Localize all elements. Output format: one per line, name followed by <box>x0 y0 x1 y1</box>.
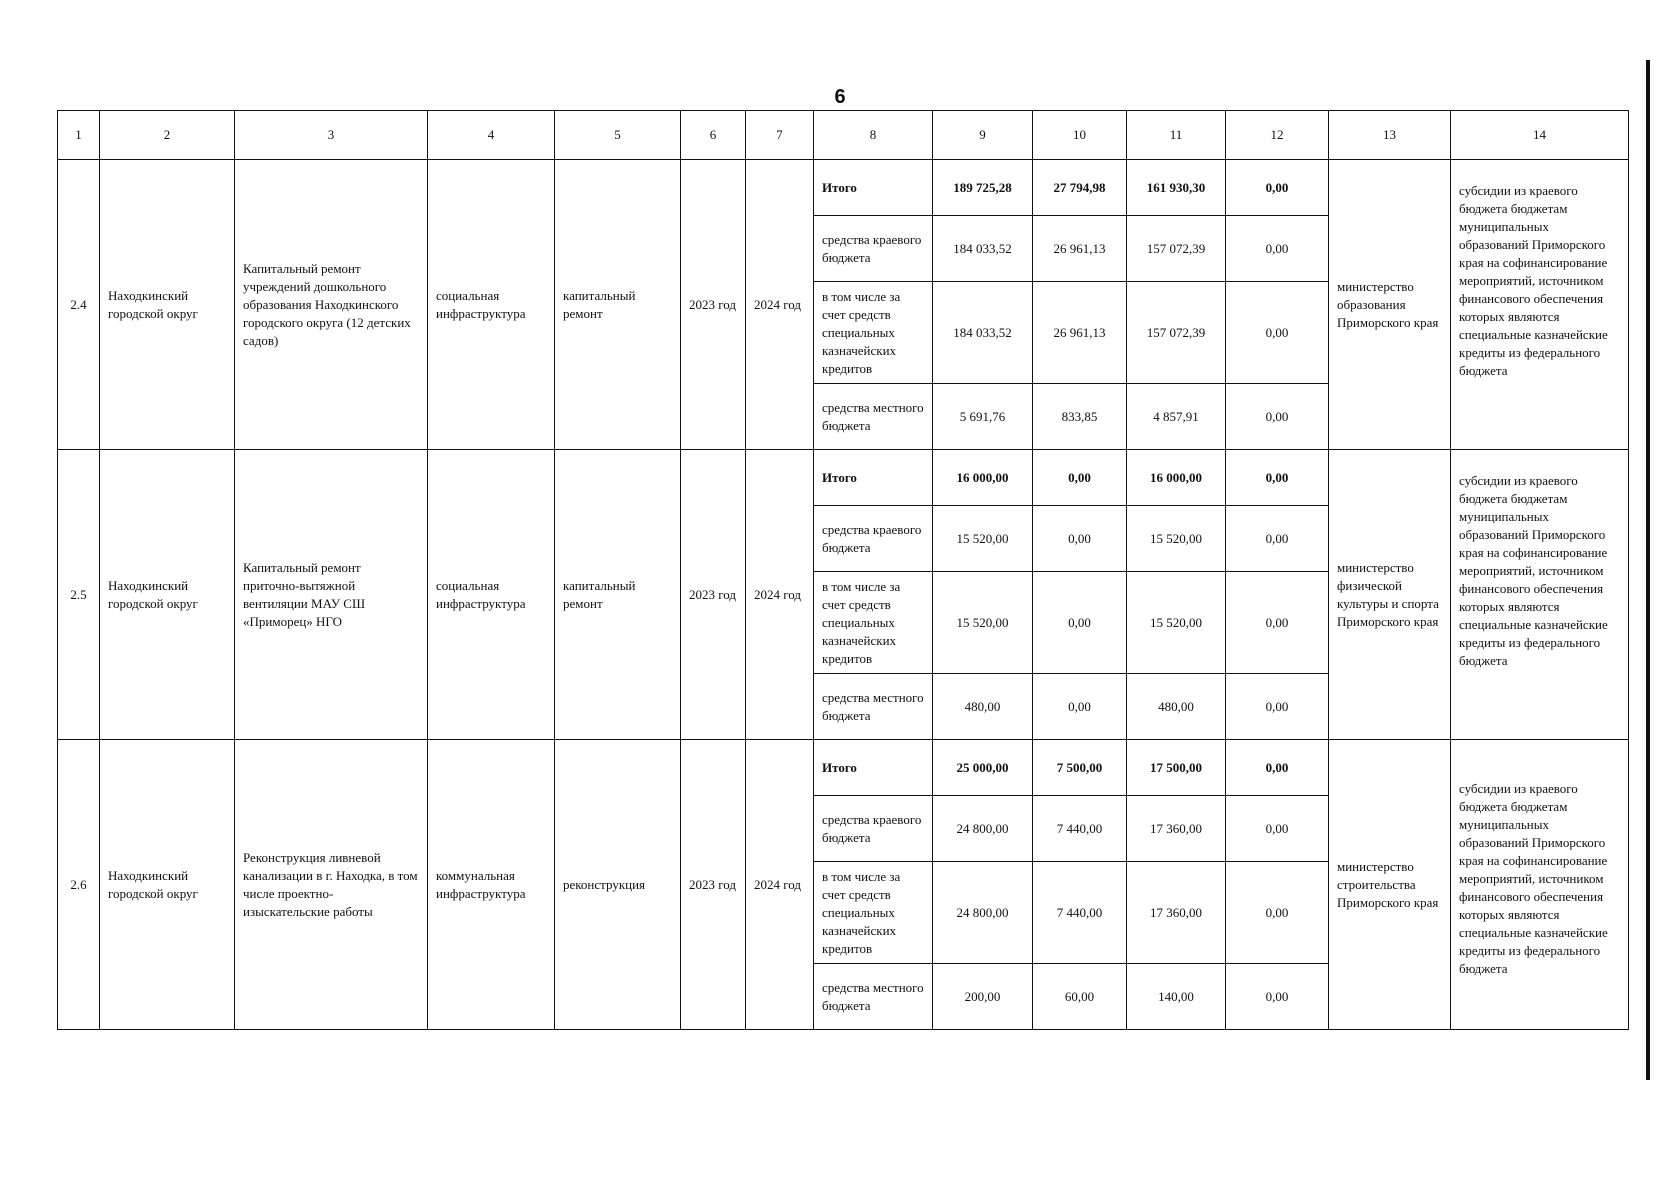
sphere-cell: коммунальная инфраструктура <box>428 740 555 1030</box>
header-col-2: 2 <box>100 111 235 160</box>
header-col-10: 10 <box>1033 111 1127 160</box>
funding-label: средства местного бюджета <box>814 384 933 450</box>
page-number: 6 <box>834 86 846 108</box>
value-col-11: 157 072,39 <box>1127 282 1226 384</box>
table-row <box>58 450 1629 506</box>
value-col-9: 184 033,52 <box>933 282 1033 384</box>
value-col-12: 0,00 <box>1226 572 1329 674</box>
ministry-cell: министерство физической культуры и спорта Приморского края <box>1329 450 1451 740</box>
ministry-cell: министерство образования Приморского края <box>1329 160 1451 450</box>
header-col-5: 5 <box>555 111 681 160</box>
value-col-9: 24 800,00 <box>933 862 1033 964</box>
funding-label: средства краевого бюджета <box>814 506 933 572</box>
value-col-10: 0,00 <box>1033 674 1127 740</box>
value-col-9: 16 000,00 <box>933 450 1033 506</box>
value-col-12: 0,00 <box>1226 506 1329 572</box>
value-col-10: 7 500,00 <box>1033 740 1127 796</box>
header-col-6: 6 <box>681 111 746 160</box>
value-col-12: 0,00 <box>1226 862 1329 964</box>
program-table <box>57 110 1629 1030</box>
value-col-12: 0,00 <box>1226 964 1329 1030</box>
value-col-12: 0,00 <box>1226 384 1329 450</box>
ministry-cell: министерство строительства Приморского края <box>1329 740 1451 1030</box>
header-col-4: 4 <box>428 111 555 160</box>
object-cell: Капитальный ремонт учреждений дошкольного образования Находкинского городского округа (12 детских садов) <box>235 160 428 450</box>
value-col-11: 17 360,00 <box>1127 862 1226 964</box>
value-col-10: 26 961,13 <box>1033 282 1127 384</box>
header-col-11: 11 <box>1127 111 1226 160</box>
note-cell: субсидии из краевого бюджета бюджетам муниципальных образований Приморского края на софинансирование мероприятий, источником финансового обеспечения которых являются специальные казначейские кредиты из федерального бюджета <box>1451 740 1629 1030</box>
value-col-10: 0,00 <box>1033 450 1127 506</box>
funding-label: средства местного бюджета <box>814 674 933 740</box>
value-col-12: 0,00 <box>1226 160 1329 216</box>
header-col-1: 1 <box>58 111 100 160</box>
value-col-10: 7 440,00 <box>1033 862 1127 964</box>
object-cell: Капитальный ремонт приточно-вытяжной вентиляции МАУ СШ «Приморец» НГО <box>235 450 428 740</box>
value-col-9: 15 520,00 <box>933 572 1033 674</box>
header-col-3: 3 <box>235 111 428 160</box>
header-col-7: 7 <box>746 111 814 160</box>
value-col-10: 833,85 <box>1033 384 1127 450</box>
object-cell: Реконструкция ливневой канализации в г. Находка, в том числе проектно-изыскательские работы <box>235 740 428 1030</box>
end-year-cell: 2024 год <box>746 160 814 450</box>
start-year-cell: 2023 год <box>681 740 746 1030</box>
funding-label: в том числе за счет средств специальных казначейских кредитов <box>814 282 933 384</box>
municipality-cell: Находкинский городской округ <box>100 160 235 450</box>
value-col-10: 27 794,98 <box>1033 160 1127 216</box>
start-year-cell: 2023 год <box>681 450 746 740</box>
start-year-cell: 2023 год <box>681 160 746 450</box>
header-col-8: 8 <box>814 111 933 160</box>
value-col-9: 24 800,00 <box>933 796 1033 862</box>
value-col-11: 15 520,00 <box>1127 572 1226 674</box>
value-col-11: 4 857,91 <box>1127 384 1226 450</box>
value-col-11: 140,00 <box>1127 964 1226 1030</box>
value-col-10: 7 440,00 <box>1033 796 1127 862</box>
value-col-10: 26 961,13 <box>1033 216 1127 282</box>
value-col-11: 161 930,30 <box>1127 160 1226 216</box>
header-col-14: 14 <box>1451 111 1629 160</box>
value-col-9: 200,00 <box>933 964 1033 1030</box>
value-col-9: 15 520,00 <box>933 506 1033 572</box>
row-number: 2.6 <box>58 740 100 1030</box>
sphere-cell: социальная инфраструктура <box>428 450 555 740</box>
value-col-11: 480,00 <box>1127 674 1226 740</box>
value-col-10: 0,00 <box>1033 506 1127 572</box>
funding-label: средства краевого бюджета <box>814 796 933 862</box>
value-col-10: 60,00 <box>1033 964 1127 1030</box>
row-number: 2.5 <box>58 450 100 740</box>
work-type-cell: капитальный ремонт <box>555 450 681 740</box>
value-col-12: 0,00 <box>1226 450 1329 506</box>
end-year-cell: 2024 год <box>746 740 814 1030</box>
header-col-9: 9 <box>933 111 1033 160</box>
funding-label: в том числе за счет средств специальных казначейских кредитов <box>814 862 933 964</box>
work-type-cell: капитальный ремонт <box>555 160 681 450</box>
municipality-cell: Находкинский городской округ <box>100 450 235 740</box>
value-col-11: 16 000,00 <box>1127 450 1226 506</box>
funding-label: средства местного бюджета <box>814 964 933 1030</box>
value-col-11: 17 360,00 <box>1127 796 1226 862</box>
work-type-cell: реконструкция <box>555 740 681 1030</box>
value-col-9: 480,00 <box>933 674 1033 740</box>
value-col-9: 5 691,76 <box>933 384 1033 450</box>
header-col-13: 13 <box>1329 111 1451 160</box>
value-col-11: 15 520,00 <box>1127 506 1226 572</box>
value-col-9: 189 725,28 <box>933 160 1033 216</box>
header-col-12: 12 <box>1226 111 1329 160</box>
value-col-12: 0,00 <box>1226 216 1329 282</box>
funding-label: Итого <box>814 740 933 796</box>
note-cell: субсидии из краевого бюджета бюджетам муниципальных образований Приморского края на софинансирование мероприятий, источником финансового обеспечения которых являются специальные казначейские кредиты из федерального бюджета <box>1451 160 1629 450</box>
table-row <box>58 740 1629 796</box>
sphere-cell: социальная инфраструктура <box>428 160 555 450</box>
value-col-9: 25 000,00 <box>933 740 1033 796</box>
scan-edge-line <box>1646 60 1650 1080</box>
header-row <box>58 111 1629 160</box>
table-row <box>58 160 1629 216</box>
funding-label: Итого <box>814 160 933 216</box>
value-col-12: 0,00 <box>1226 740 1329 796</box>
value-col-11: 157 072,39 <box>1127 216 1226 282</box>
funding-label: в том числе за счет средств специальных казначейских кредитов <box>814 572 933 674</box>
row-number: 2.4 <box>58 160 100 450</box>
note-cell: субсидии из краевого бюджета бюджетам муниципальных образований Приморского края на софинансирование мероприятий, источником финансового обеспечения которых являются специальные казначейские кредиты из федерального бюджета <box>1451 450 1629 740</box>
value-col-9: 184 033,52 <box>933 216 1033 282</box>
value-col-10: 0,00 <box>1033 572 1127 674</box>
municipality-cell: Находкинский городской округ <box>100 740 235 1030</box>
funding-label: Итого <box>814 450 933 506</box>
value-col-12: 0,00 <box>1226 674 1329 740</box>
value-col-12: 0,00 <box>1226 796 1329 862</box>
value-col-12: 0,00 <box>1226 282 1329 384</box>
value-col-11: 17 500,00 <box>1127 740 1226 796</box>
funding-label: средства краевого бюджета <box>814 216 933 282</box>
end-year-cell: 2024 год <box>746 450 814 740</box>
